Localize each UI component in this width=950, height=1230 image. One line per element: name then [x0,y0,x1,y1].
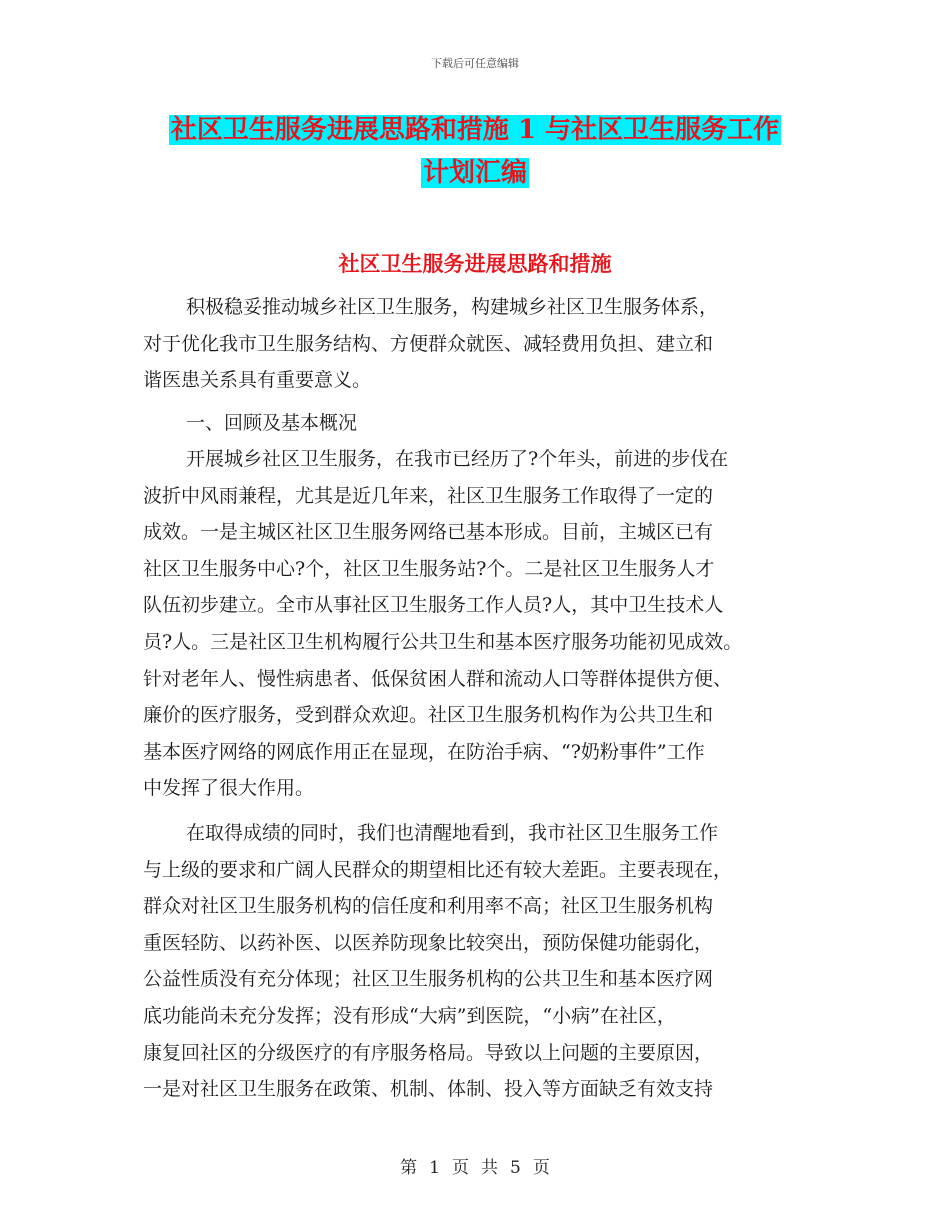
paragraph-line: 康复回社区的分级医疗的有序服务格局。导致以上问题的主要原因， [143,1041,714,1064]
header-note: 下载后可任意编辑 [431,57,519,70]
paragraph-line: 开展城乡社区卫生服务，在我市已经历了?个年头，前进的步伐在 [186,448,729,470]
footer-page-number: 1 [429,1158,440,1178]
paragraph-problems [143,815,823,1108]
paragraph-line: 对于优化我市卫生服务结构、方便群众就医、减轻费用负担、建立和 [143,332,714,355]
paragraph-intro [143,289,823,399]
document-title-line-2 [0,153,950,193]
paragraph-line: 积极稳妥推动城乡社区卫生服务，构建城乡社区卫生服务体系， [186,296,719,318]
paragraph-line: 底功能尚未充分发挥；没有形成“大病”到医院，“小病”在社区， [143,1004,676,1027]
paragraph-line: 中发挥了很大作用。 [143,777,315,800]
document-title-line-1 [0,110,950,150]
paragraph-line: 廉价的医疗服务，受到群众欢迎。社区卫生服务机构作为公共卫生和 [143,704,714,727]
paragraph-line: 重医轻防、以药补医、以医养防现象比较突出，预防保健功能弱化， [143,931,714,954]
paragraph-line: 针对老年人、慢性病患者、低保贫困人群和流动人口等群体提供方便、 [143,667,733,690]
paragraph-line: 一是对社区卫生服务在政策、机制、体制、投入等方面缺乏有效支持 [143,1078,714,1101]
paragraph-line: 波折中风雨兼程，尤其是近几年来，社区卫生服务工作取得了一定的 [143,484,714,507]
subsection-heading [143,405,823,442]
footer-prefix: 第 [400,1158,418,1178]
paragraph-line: 社区卫生服务中心?个，社区卫生服务站?个。二是社区卫生服务人才 [143,557,715,580]
paragraph-line: 与上级的要求和广阔人民群众的期望相比还有较大差距。主要表现在， [143,858,733,881]
footer-total-pages: 5 [510,1158,521,1178]
paragraph-line: 公益性质没有充分体现；社区卫生服务机构的公共卫生和基本医疗网 [143,968,714,991]
document-title-line-1-text: 社区卫生服务进展思路和措施 1 与社区卫生服务工作 [170,115,780,145]
footer-suffix: 页 [532,1158,550,1178]
paragraph-line: 一、回顾及基本概况 [186,412,358,434]
paragraph-overview [143,441,823,807]
paragraph-line: 群众对社区卫生服务机构的信任度和利用率不高；社区卫生服务机构 [143,895,714,918]
paragraph-line: 队伍初步建立。全市从事社区卫生服务工作人员?人，其中卫生技术人 [143,594,724,617]
footer-total-label: 共 [481,1158,498,1178]
paragraph-line: 基本医疗网络的网底作用正在显现，在防治手病、“?奶粉事件”工作 [143,740,705,763]
document-title-line-2-text: 计划汇编 [422,158,527,188]
paragraph-line: 谐医患关系具有重要意义。 [143,369,372,392]
paragraph-line: 成效。一是主城区社区卫生服务网络已基本形成。目前，主城区已有 [143,521,714,544]
paragraph-line: 在取得成绩的同时，我们也清醒地看到，我市社区卫生服务工作 [186,822,719,844]
section-heading: 社区卫生服务进展思路和措施 [338,251,612,276]
footer-page-label: 页 [452,1158,469,1178]
page-footer [0,1153,950,1178]
paragraph-line: 员?人。三是社区卫生机构履行公共卫生和基本医疗服务功能初见成效。 [143,630,743,653]
